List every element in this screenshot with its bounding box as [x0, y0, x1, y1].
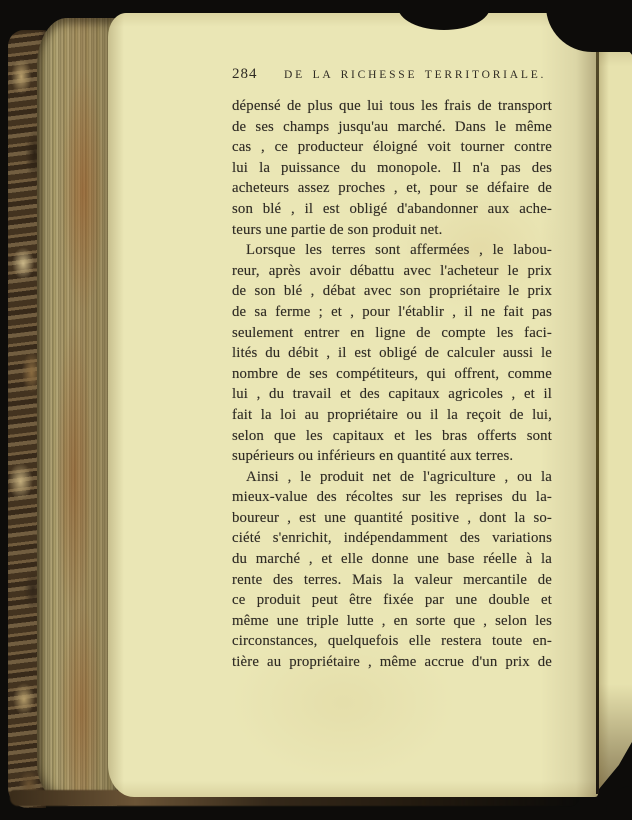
- photo-background-corner-bottom-right: [606, 786, 632, 820]
- text-line: Ainsi , le produit net de l'agriculture , ou la: [246, 468, 552, 485]
- book-page: [108, 13, 598, 797]
- text-line: reur, après avoir débattu avec l'acheteur le prix: [232, 262, 552, 279]
- text-line: boureur , est une quantité positive , dont la so-: [232, 509, 552, 526]
- text-line: même une triple lutte , en sorte que , selon les: [232, 612, 552, 629]
- page-fore-edge-stack: [37, 18, 117, 806]
- paragraph: [232, 96, 552, 240]
- gutter-crease: [596, 18, 599, 794]
- running-title: DE LA RICHESSE TERRITORIALE.: [284, 69, 547, 81]
- text-line: mieux-value des récoltes sur les reprises du la-: [232, 489, 552, 506]
- text-line: selon que les capitaux et les bras offerts sont: [232, 427, 552, 444]
- text-line: cas , ce producteur éloigné voit tourner contre: [232, 139, 552, 156]
- page-number: 284: [232, 66, 258, 82]
- text-line: teurs une partie de son produit net.: [232, 221, 443, 238]
- text-line: seulement entrer en ligne de compte les faci-: [232, 324, 552, 341]
- body-text: [232, 96, 552, 673]
- text-line: ciété s'enrichit, indépendamment des variations: [232, 530, 552, 547]
- text-line: du marché , et elle donne une base réelle à la: [232, 551, 552, 568]
- text-line: supérieurs ou inférieurs en quantité aux terres.: [232, 448, 514, 465]
- text-line: de ses champs jusqu'au marché. Dans le même: [232, 118, 552, 135]
- text-line: nombre de ses compétiteurs, qui offrent, comme: [232, 365, 552, 382]
- text-line: rente des terres. Mais la valeur mercantile de: [232, 571, 552, 588]
- text-line: acheteurs assez proches , et, pour se défaire de: [232, 180, 552, 197]
- text-line: lui , du travail et des capitaux agricoles , et il: [232, 386, 552, 403]
- paragraph: [232, 240, 552, 467]
- text-line: lui la puissance du monopole. Il n'a pas des: [232, 159, 552, 176]
- text-line: tière au propriétaire , même accrue d'un prix de: [232, 654, 552, 671]
- page-text-block: [232, 65, 552, 673]
- text-line: Lorsque les terres sont affermées , le labou-: [246, 242, 552, 259]
- text-line: fait la loi au propriétaire ou il la reçoit de lui,: [232, 406, 552, 423]
- text-line: son blé , il est obligé d'abandonner aux ache-: [232, 200, 552, 217]
- text-line: de son blé , débat avec son propriétaire le prix: [232, 283, 552, 300]
- text-line: ce produit peut être fixée par une double et: [232, 592, 552, 609]
- text-line: circonstances, quelquefois elle restera toute en-: [232, 633, 552, 650]
- running-header: [232, 65, 552, 95]
- text-line: lités du débit , il est obligé de calculer aussi le: [232, 345, 552, 362]
- facing-page-sliver: [599, 20, 632, 792]
- paragraph: [232, 467, 552, 673]
- text-line: dépensé de plus que lui tous les frais de transport: [232, 98, 552, 114]
- text-line: de sa ferme ; et , pour l'établir , il ne fait pas: [232, 303, 552, 320]
